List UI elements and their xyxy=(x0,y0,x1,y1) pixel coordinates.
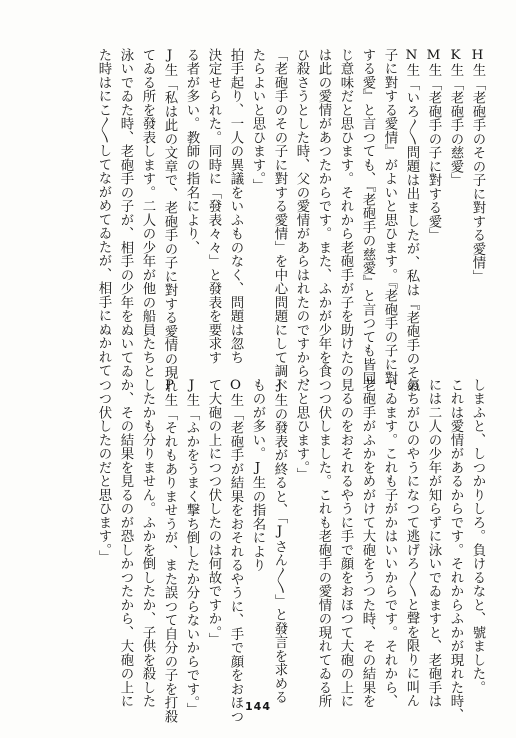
text-line: じ意味だと思ひます。それから老砲手が子を助けたの xyxy=(338,48,353,378)
text-line: 泳いでゐた時、老砲手の子が、相手の少年をぬいてゐ xyxy=(118,48,133,378)
text-line: 氣ちがひのやうになつて逃げろ〳〵と聲を限りに叫ん xyxy=(404,378,419,708)
text-line: H生「老砲手のその子に對する愛情」 xyxy=(470,48,485,284)
text-line: J生「ふかをうまく撃ち倒したか分らないからです。」 xyxy=(184,378,199,717)
text-line: 「老砲手のその子に對する愛情」を中心問題にして調べ xyxy=(272,48,287,392)
text-line: J生「私は此の文章で、老砲手の子に對する愛情の現れ xyxy=(162,48,177,394)
text-line: M生「老砲手の子に對する愛」 xyxy=(426,48,441,243)
text-line: る者が多い。教師の指名により、 xyxy=(184,48,199,255)
text-line: 拍手起り、一人の異議をいふものなく、問題は忽ち xyxy=(228,48,243,365)
text-line: たらよいと思ひます。」 xyxy=(250,48,265,193)
text-line: O生「老砲手が結果をおそれるやうに、手で顔をおほつ xyxy=(228,378,243,724)
text-line: た時はにこ〳〵してながめてゐたが、相手にぬかれて xyxy=(96,48,111,378)
upper-text-block xyxy=(26,48,488,398)
text-line: P生「それもありませうが、また誤つて自分の子を打殺 xyxy=(162,378,177,724)
text-line: か、その結果を見るのが恐しかつたから、大砲の上に xyxy=(118,378,133,708)
text-line: てゐる所を發表します。二人の少年が他の船員たちと xyxy=(140,48,155,378)
text-line: 決定せられた。同時に「發表々々」と發表を要求す xyxy=(206,48,221,365)
text-line: だと思ひます。」 xyxy=(294,378,309,482)
text-line: N生「いろ〳〵問題は出ましたが、私は『老砲手のその xyxy=(404,48,419,393)
text-line: J生の發表が終ると、「Jさん〳〵」と發言を求める xyxy=(272,378,287,705)
page-number: 144 xyxy=(245,700,271,713)
text-line: しまふと、しつかりしろ。負けるなと、號ました。 xyxy=(470,378,485,695)
text-line: は此の愛情があつたからです。また、ふかが少年を食 xyxy=(316,48,331,378)
text-line: ひ殺さうとした時、父の愛情があらはれたのですから、 xyxy=(294,48,309,392)
text-line: つつ伏したのだと思ひます。」 xyxy=(96,378,111,564)
text-line: 老砲手がふかをめがけて大砲をうつた時、その結果を xyxy=(360,378,375,708)
text-line: これは愛情があるからです。それからふかが現れた時、 xyxy=(448,378,463,722)
text-line: したかも分りません。ふかを倒したか、子供を殺した xyxy=(140,378,155,708)
text-line: て大砲の上につつ伏したのは何故ですか。」 xyxy=(206,378,221,647)
text-line: つつ伏しました。これも老砲手の愛情の現れてゐる所 xyxy=(316,378,331,708)
text-line: でゐます。これも子がかはいいからです。それから、 xyxy=(382,378,397,708)
text-line: K生「老砲手の慈愛」 xyxy=(448,48,463,188)
text-line: には二人の少年が知らずに泳いでゐますと、老砲手は xyxy=(426,378,441,708)
text-line: 見るのをおそれるやうに手で顔をおほつて大砲の上に xyxy=(338,378,353,708)
text-line: ものが多い。J生の指名により xyxy=(250,378,265,573)
text-line: 子に對する愛情』がよいと思ひます。『老砲手の子に對 xyxy=(382,48,397,386)
text-line: する愛』と言つても、『老砲手の慈愛』と言つても皆同 xyxy=(360,48,375,386)
